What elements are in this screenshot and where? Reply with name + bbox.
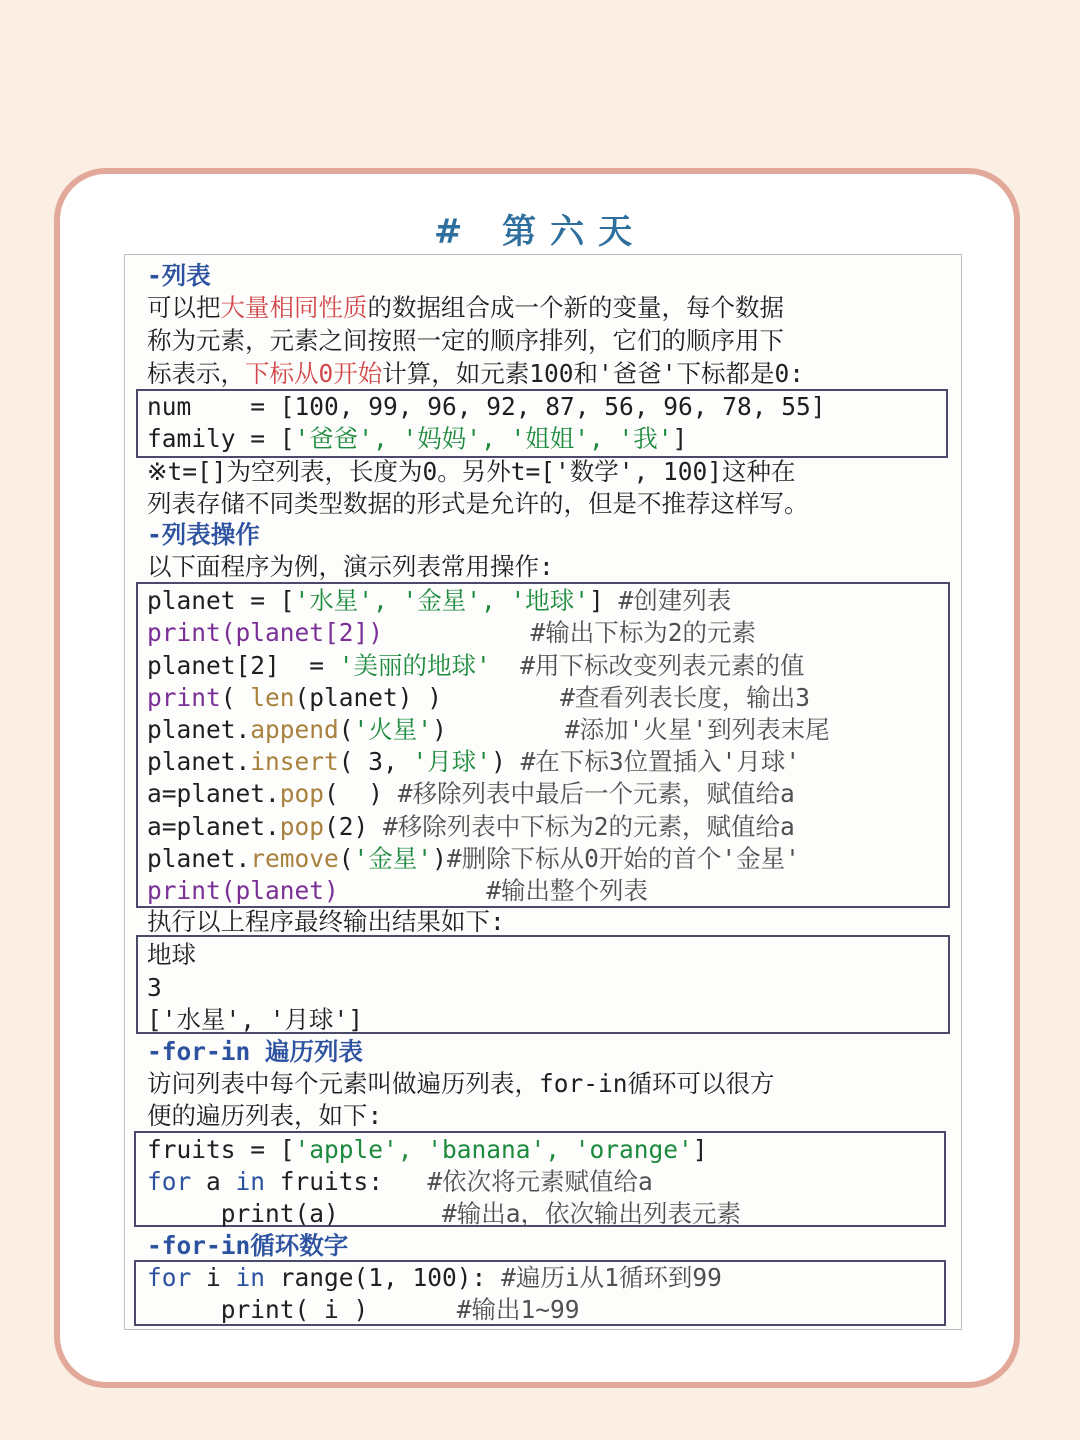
code-line-num: num = [100, 99, 96, 92, 87, 56, 96, 78, 55]: [147, 392, 826, 421]
ops-code-line-5: planet.append('火星') #添加'火星'到列表末尾: [147, 715, 830, 744]
list-note-line-2: 列表存储不同类型数据的形式是允许的，但是不推荐这样写。: [147, 489, 809, 518]
forin-code-line-3: print(a) #输出a，依次输出列表元素: [147, 1199, 742, 1228]
ops-code-line-6: planet.insert( 3, '月球') #在下标3位置插入'月球': [147, 747, 801, 776]
section-title-for-in: -for-in 遍历列表: [147, 1037, 364, 1066]
output-line-3: ['水星', '月球']: [147, 1005, 364, 1034]
highlight-index-zero: 下标从0开始: [245, 359, 383, 388]
section-title-for-in-range: -for-in循环数字: [147, 1231, 349, 1260]
ops-code-line-4: print( len(planet) ) #查看列表长度，输出3: [147, 683, 811, 712]
output-line-1: 地球: [147, 940, 196, 969]
highlight-same-nature: 大量相同性质: [220, 293, 368, 322]
forin-para-line-1: 访问列表中每个元素叫做遍历列表，for-in循环可以很方: [147, 1069, 775, 1098]
ops-code-line-3: planet[2] = '美丽的地球' #用下标改变列表元素的值: [147, 651, 805, 680]
ops-intro: 以下面程序为例，演示列表常用操作:: [147, 552, 554, 581]
page-heading: # 第六天: [433, 212, 647, 252]
range-code-line-2: print( i ) #输出1~99: [147, 1295, 580, 1324]
list-para-line-2: 称为元素，元素之间按照一定的顺序排列，它们的顺序用下: [147, 326, 784, 355]
forin-code-line-1: fruits = ['apple', 'banana', 'orange']: [147, 1135, 708, 1164]
result-intro: 执行以上程序最终输出结果如下:: [147, 907, 505, 936]
ops-code-line-7: a=planet.pop( ) #移除列表中最后一个元素，赋值给a: [147, 779, 795, 808]
list-note-line-1: ※t=[]为空列表，长度为0。另外t=['数学', 100]这种在: [147, 457, 796, 486]
ops-code-line-1: planet = ['水星', '金星', '地球'] #创建列表: [147, 586, 732, 615]
ops-code-line-10: print(planet) #输出整个列表: [147, 876, 649, 905]
list-para-line-1: 可以把大量相同性质的数据组合成一个新的变量，每个数据: [147, 293, 784, 322]
forin-code-line-2: for a in fruits: #依次将元素赋值给a: [147, 1167, 653, 1196]
section-title-list-ops: -列表操作: [147, 520, 260, 549]
list-para-line-3: 标表示，下标从0开始计算，如元素100和'爸爸'下标都是0:: [147, 359, 805, 388]
code-line-family: family = ['爸爸', '妈妈', '姐姐', '我']: [147, 424, 688, 453]
ops-code-line-2: print(planet[2]) #输出下标为2的元素: [147, 618, 757, 647]
section-title-list: -列表: [147, 261, 211, 290]
range-code-line-1: for i in range(1, 100): #遍历i从1循环到99: [147, 1263, 722, 1292]
ops-code-line-9: planet.remove('金星')#删除下标从0开始的首个'金星': [147, 844, 800, 873]
output-line-2: 3: [147, 973, 162, 1002]
forin-para-line-2: 便的遍历列表，如下:: [147, 1101, 383, 1130]
ops-code-line-8: a=planet.pop(2) #移除列表中下标为2的元素，赋值给a: [147, 812, 795, 841]
